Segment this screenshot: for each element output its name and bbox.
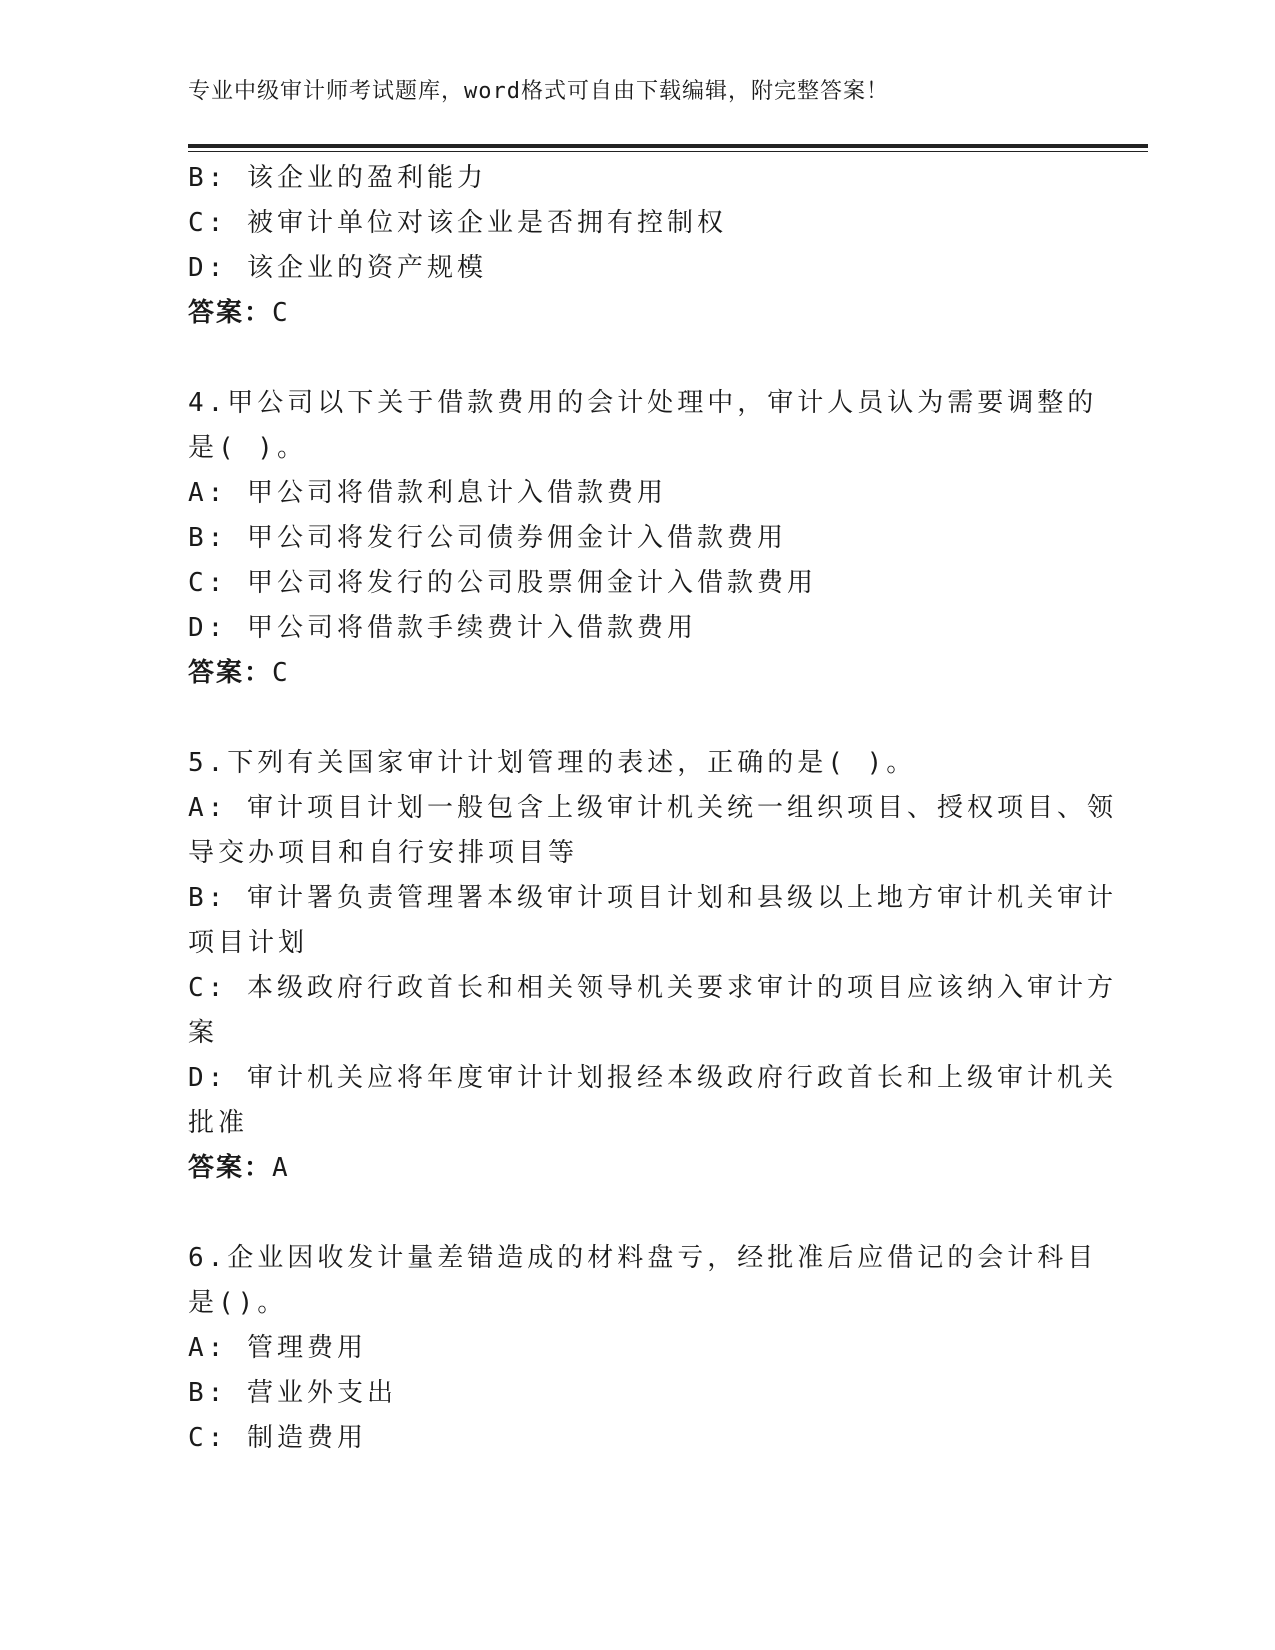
question-stem: 4.甲公司以下关于借款费用的会计处理中，审计人员认为需要调整的: [188, 388, 1098, 418]
question-4: [188, 381, 1098, 696]
answer-value: C: [272, 298, 290, 328]
question-3: [188, 156, 1088, 336]
question-5: [188, 741, 1117, 1191]
spacer: [188, 696, 1088, 741]
answer-label: 答案：: [188, 1153, 273, 1183]
answer-value: C: [272, 658, 290, 688]
option-b: B: 审计署负责管理署本级审计项目计划和县级以上地方审计机关审计: [188, 883, 1117, 913]
answer-line: [188, 1146, 1088, 1191]
answer-line: [188, 651, 1088, 696]
option-c: C: 本级政府行政首长和相关领导机关要求审计的项目应该纳入审计方: [188, 973, 1117, 1003]
option-d: D: 甲公司将借款手续费计入借款费用: [188, 613, 697, 643]
option-a-continued: 导交办项目和自行安排项目等: [188, 838, 579, 868]
question-stem: 5.下列有关国家审计计划管理的表述，正确的是( )。: [188, 748, 917, 778]
option-c: C: 被审计单位对该企业是否拥有控制权: [188, 208, 727, 238]
question-6: [188, 1236, 1098, 1461]
answer-label: 答案：: [188, 298, 273, 328]
question-content: [188, 156, 1117, 1461]
question-stem-continued: 是()。: [188, 1288, 288, 1318]
option-c: C: 制造费用: [188, 1423, 367, 1453]
option-c: C: 甲公司将发行的公司股票佣金计入借款费用: [188, 568, 817, 598]
option-d-continued: 批准: [188, 1108, 249, 1138]
option-a: A: 甲公司将借款利息计入借款费用: [188, 478, 667, 508]
page-header: 专业中级审计师考试题库，word格式可自由下载编辑，附完整答案！: [188, 79, 889, 104]
option-b: B: 营业外支出: [188, 1378, 397, 1408]
header-rule-thin: [188, 151, 1148, 152]
option-c-continued: 案: [188, 1018, 219, 1048]
spacer: [188, 1191, 1088, 1236]
option-b: B: 甲公司将发行公司债券佣金计入借款费用: [188, 523, 787, 553]
answer-label: 答案：: [188, 658, 273, 688]
question-stem: 6.企业因收发计量差错造成的材料盘亏，经批准后应借记的会计科目: [188, 1243, 1098, 1273]
question-stem-continued: 是( )。: [188, 433, 307, 463]
option-a: A: 审计项目计划一般包含上级审计机关统一组织项目、授权项目、领: [188, 793, 1117, 823]
option-b: B: 该企业的盈利能力: [188, 163, 487, 193]
spacer: [188, 336, 1088, 381]
option-d: D: 审计机关应将年度审计计划报经本级政府行政首长和上级审计机关: [188, 1063, 1117, 1093]
option-d: D: 该企业的资产规模: [188, 253, 487, 283]
answer-value: A: [272, 1153, 290, 1183]
answer-line: [188, 291, 1088, 336]
option-b-continued: 项目计划: [188, 928, 309, 958]
header-rule-thick: [188, 144, 1148, 148]
option-a: A: 管理费用: [188, 1333, 367, 1363]
